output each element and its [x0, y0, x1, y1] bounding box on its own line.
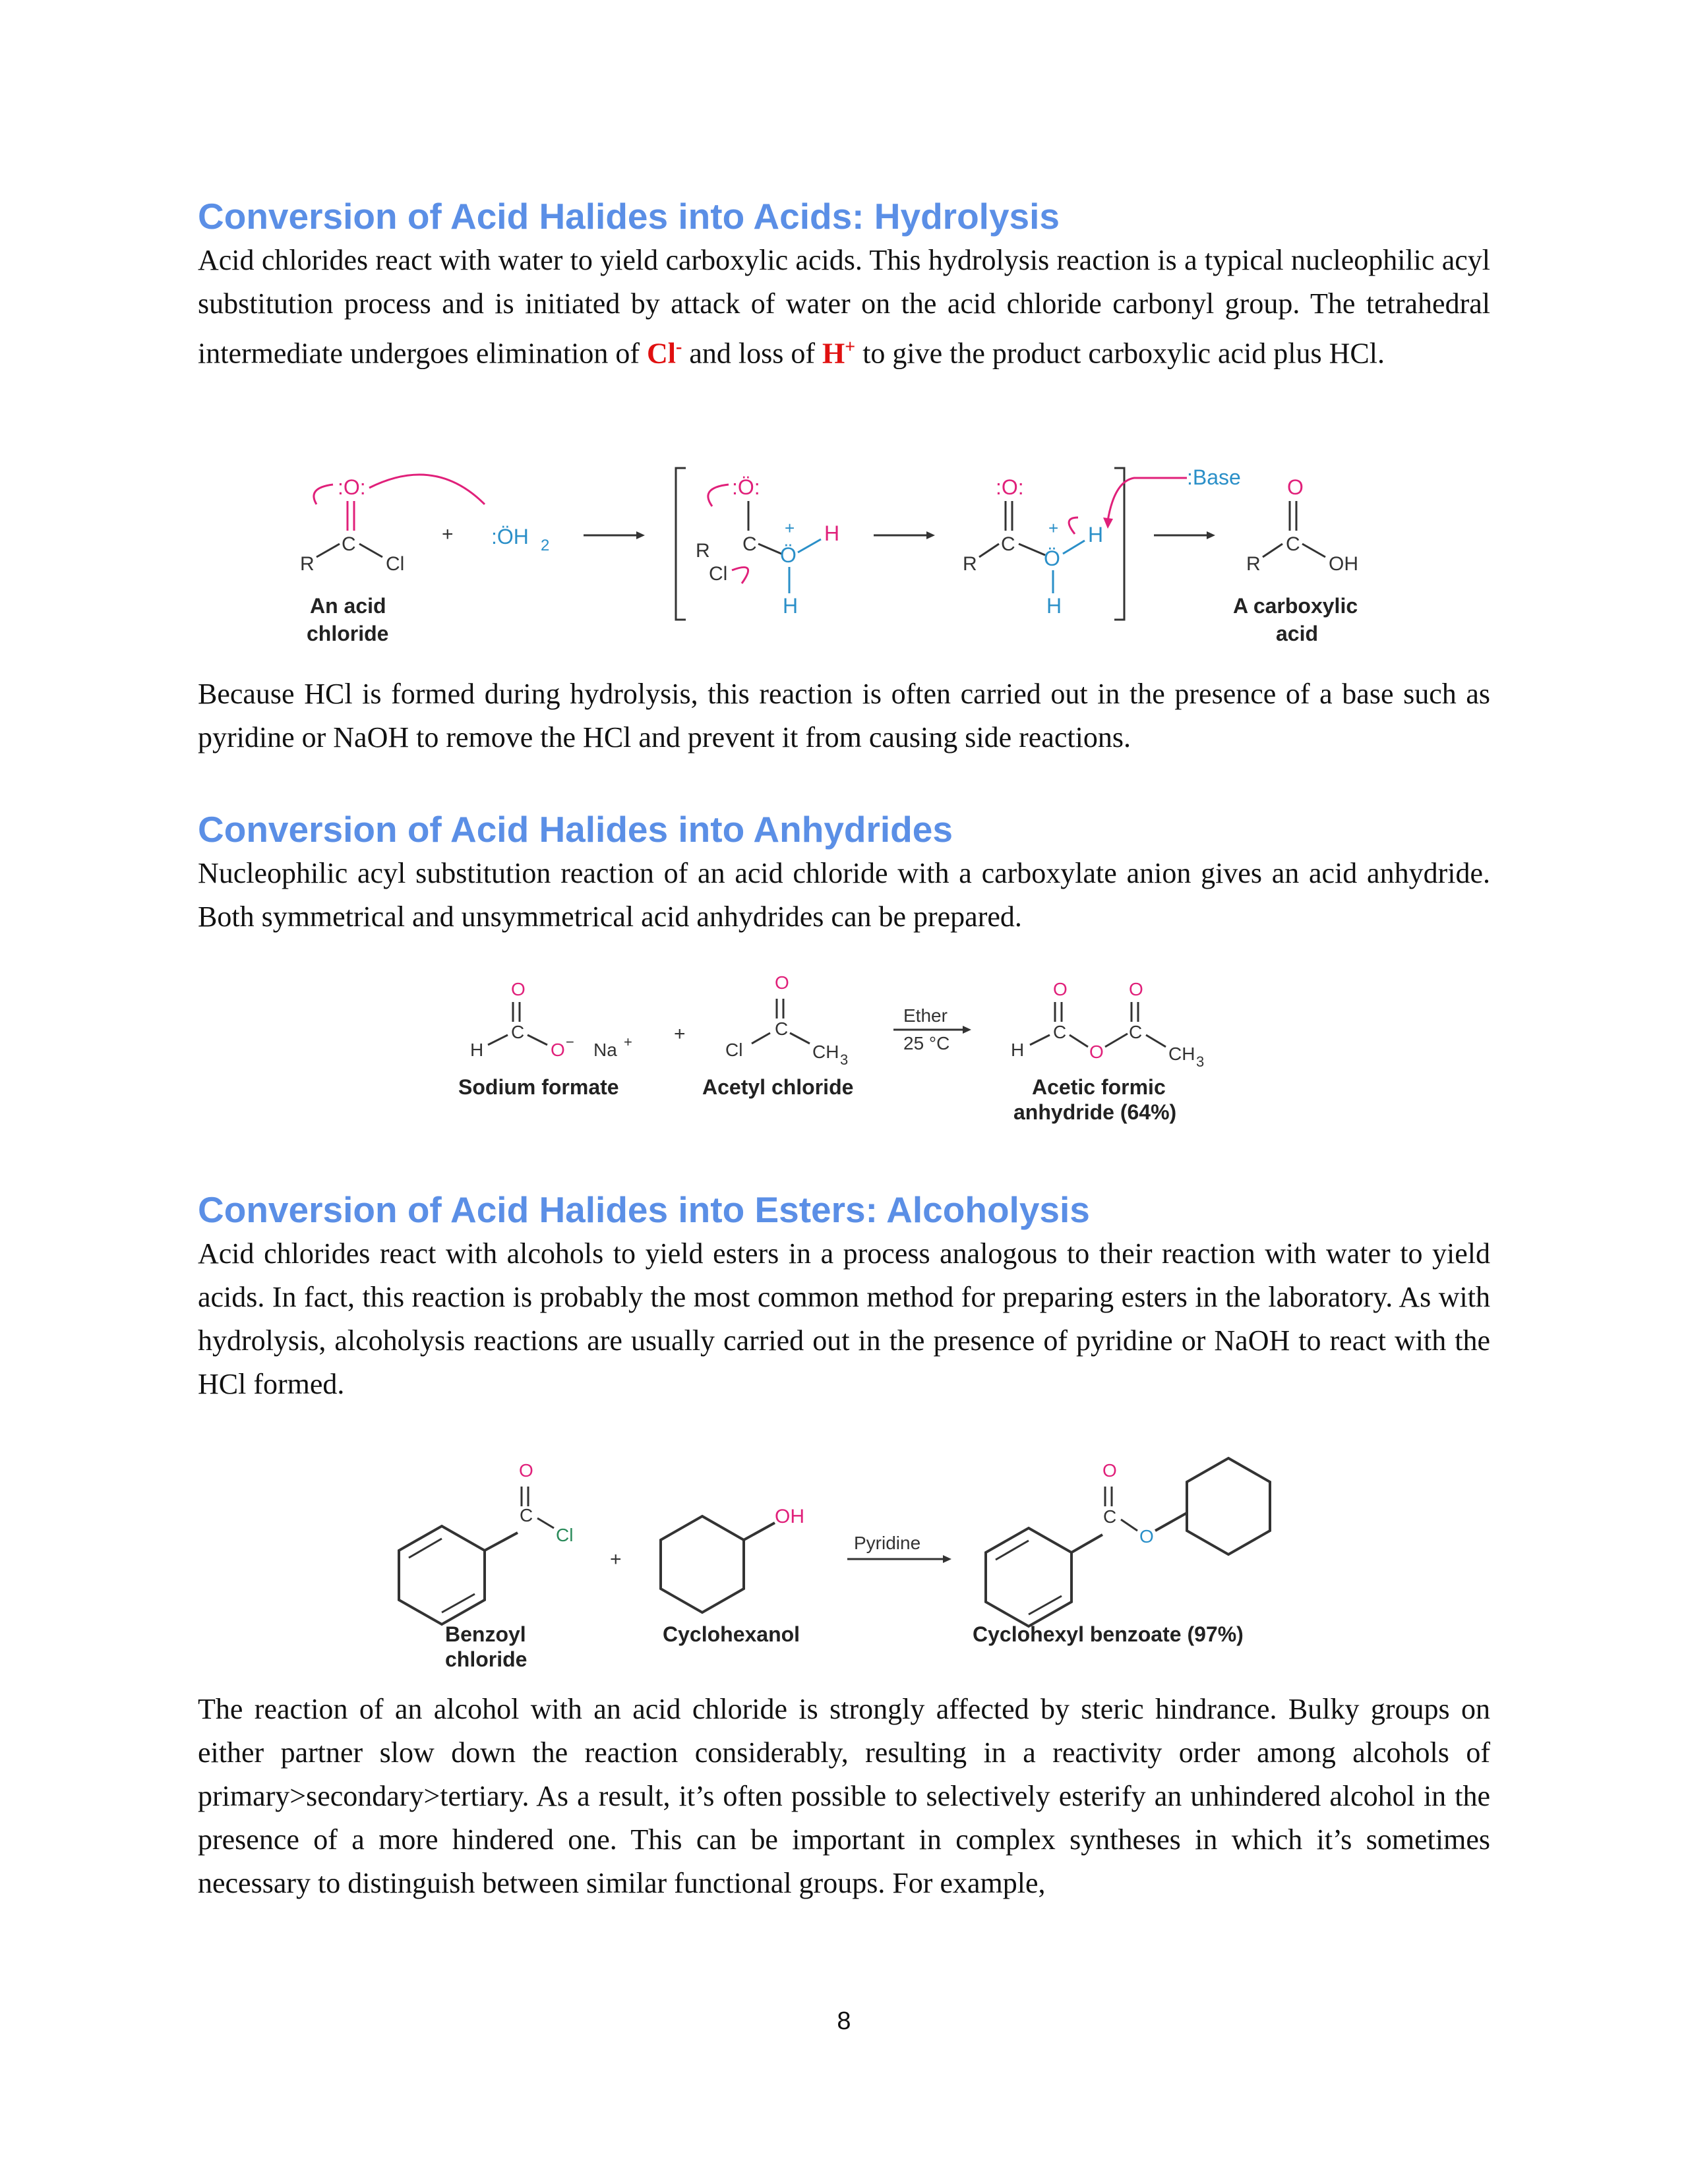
svg-text:Ö: Ö: [780, 543, 797, 567]
heading-anhydrides: Conversion of Acid Halides into Anhydrides: [198, 809, 953, 850]
svg-text:H: H: [783, 594, 799, 618]
alcoholysis-scheme: [0, 1450, 1688, 1678]
svg-text:O: O: [1102, 1460, 1117, 1481]
reaction-arrow-pyridine: [847, 1533, 951, 1563]
svg-text:R: R: [1246, 553, 1261, 575]
svg-text:acid: acid: [1276, 622, 1319, 645]
plus-sign: +: [442, 523, 454, 545]
svg-text:Benzoyl: Benzoyl: [445, 1622, 526, 1646]
cyclohexanol-structure: [661, 1506, 804, 1646]
paragraph-alcoholysis: Acid chlorides react with alcohols to yield esters in a process analogous to their reaction with water to yield acids. In fact, this reaction is probably the most common method for preparing esters in the laboratory. As with hydrolysis, alcoholysis reactions are usually carried out in the presence of pyridine or NaOH to react with the HCl formed.: [198, 1237, 1490, 1400]
svg-text:O: O: [1139, 1526, 1154, 1547]
svg-text::O:: :O:: [996, 475, 1024, 499]
svg-text:R: R: [963, 553, 977, 575]
svg-text:Cl: Cl: [709, 563, 728, 585]
acetic-formic-anhydride-structure: [1011, 979, 1204, 1124]
svg-text:+: +: [785, 518, 795, 538]
svg-text:C: C: [742, 533, 757, 555]
svg-text:O: O: [511, 979, 526, 999]
base-label: :Base: [1187, 465, 1241, 489]
cyclohexyl-benzoate-structure: [973, 1458, 1270, 1646]
svg-text:C: C: [511, 1022, 525, 1042]
svg-text:H: H: [1088, 523, 1104, 546]
tetrahedral-intermediate-1: [696, 475, 839, 618]
benzoyl-chloride-structure: [399, 1460, 573, 1671]
svg-text:An acid: An acid: [310, 594, 386, 618]
proton: H: [822, 337, 845, 370]
paragraph-steric-hindrance: The reaction of an alcohol with an acid chloride is strongly affected by steric hindrance. Bulky groups on either partner slow down the reaction considerably, resulting in a reactivity order among alcohols of primary>secondary>tertiary. As a result, it’s often possible to selectively esterify an unhindered alcohol in the presence of a more hindered one. This can be important in complex syntheses in which it’s sometimes necessary to distinguish between similar functional groups. For example,: [198, 1693, 1490, 1899]
svg-text:Cyclohexanol: Cyclohexanol: [663, 1622, 800, 1646]
svg-text:Cl: Cl: [725, 1040, 743, 1060]
svg-text:CH: CH: [812, 1042, 839, 1062]
water-structure: [491, 525, 549, 554]
svg-text:O: O: [775, 972, 789, 993]
svg-text:2: 2: [541, 537, 550, 554]
svg-text:H: H: [824, 521, 840, 545]
svg-text:OH: OH: [775, 1506, 804, 1527]
svg-text:O: O: [519, 1460, 533, 1481]
svg-text:chloride: chloride: [307, 622, 389, 645]
svg-text:C: C: [1001, 533, 1015, 555]
svg-text:−: −: [566, 1034, 574, 1050]
svg-text:O: O: [1089, 1042, 1104, 1062]
carboxylic-acid-structure: [1233, 475, 1358, 645]
svg-text:Ö: Ö: [1044, 546, 1060, 570]
svg-text:O: O: [1287, 475, 1304, 499]
svg-text:C: C: [342, 533, 356, 555]
svg-text:C: C: [1103, 1506, 1117, 1527]
svg-text:H: H: [470, 1040, 484, 1060]
heading-hydrolysis: Conversion of Acid Halides into Acids: Hydrolysis: [198, 196, 1060, 237]
svg-text:C: C: [775, 1018, 789, 1039]
svg-text:Na: Na: [593, 1040, 617, 1060]
svg-text:Cl: Cl: [556, 1525, 574, 1545]
svg-text:chloride: chloride: [445, 1647, 528, 1671]
heading-alcoholysis: Conversion of Acid Halides into Esters: Alcoholysis: [198, 1189, 1090, 1230]
svg-text:Sodium formate: Sodium formate: [458, 1075, 619, 1099]
sodium-formate-structure: [458, 979, 632, 1099]
svg-text:anhydride (64%): anhydride (64%): [1013, 1100, 1177, 1124]
svg-text:O: O: [1053, 979, 1068, 999]
svg-text:OH: OH: [1329, 553, 1358, 575]
svg-text:Pyridine: Pyridine: [854, 1533, 921, 1553]
svg-text:3: 3: [1196, 1053, 1205, 1070]
svg-text:Acetyl chloride: Acetyl chloride: [702, 1075, 854, 1099]
svg-text:H: H: [1046, 594, 1062, 618]
svg-text::O:: :O:: [338, 475, 366, 499]
svg-text:Acetic formic: Acetic formic: [1032, 1075, 1166, 1099]
paragraph-anhydrides: Nucleophilic acyl substitution reaction of an acid chloride with a carboxylate anion gives an acid anhydride. Both symmetrical and unsymmetrical acid anhydrides can be prepared.: [198, 857, 1490, 933]
svg-text:C: C: [1129, 1022, 1143, 1042]
svg-text:C: C: [1286, 533, 1300, 555]
paragraph-hydrolysis: Acid chlorides react with water to yield carboxylic acids. This hydrolysis reaction is a typical nucleophilic acyl substitution process and is initiated by attack of water on the acid chloride carbonyl group. The tetrahedral intermediate undergoes elimination of Cl- and loss of H+ to give the product carboxylic acid plus HCl.: [198, 244, 1490, 370]
hydrolysis-mechanism-scheme: [0, 455, 1688, 672]
svg-text:+: +: [1048, 518, 1059, 538]
page-number: 8: [837, 2007, 851, 2035]
anhydride-scheme: [0, 969, 1688, 1140]
svg-text:25 °C: 25 °C: [903, 1033, 950, 1053]
svg-text:+: +: [624, 1034, 632, 1050]
svg-text:CH: CH: [1168, 1044, 1195, 1064]
acid-chloride-structure: [300, 475, 485, 645]
svg-text:O: O: [1129, 979, 1143, 999]
tetrahedral-intermediate-2: [963, 475, 1103, 618]
svg-text:Ether: Ether: [903, 1005, 948, 1026]
svg-text::ÖH: :ÖH: [491, 525, 529, 548]
acetyl-chloride-structure: [702, 972, 853, 1099]
svg-text:3: 3: [840, 1051, 849, 1068]
paragraph-hydrolysis-base: Because HCl is formed during hydrolysis, this reaction is often carried out in the presence of a base such as pyridine or NaOH to remove the HCl and prevent it from causing side reactions.: [198, 678, 1490, 753]
svg-text:C: C: [520, 1505, 533, 1525]
reaction-arrow-ether: [893, 1005, 971, 1053]
svg-text:A carboxylic: A carboxylic: [1233, 594, 1358, 618]
svg-text::Ö:: :Ö:: [732, 475, 760, 499]
svg-text:O: O: [551, 1040, 565, 1060]
svg-text:R: R: [696, 540, 710, 562]
svg-text:H: H: [1011, 1040, 1025, 1060]
svg-text:Cyclohexyl benzoate (97%): Cyclohexyl benzoate (97%): [973, 1622, 1244, 1646]
plus-sign: +: [674, 1023, 686, 1045]
chloride-ion: Cl: [647, 337, 676, 370]
plus-sign: +: [610, 1549, 622, 1570]
svg-text:C: C: [1053, 1022, 1067, 1042]
svg-text:Cl: Cl: [386, 553, 405, 575]
svg-text:R: R: [300, 553, 315, 575]
